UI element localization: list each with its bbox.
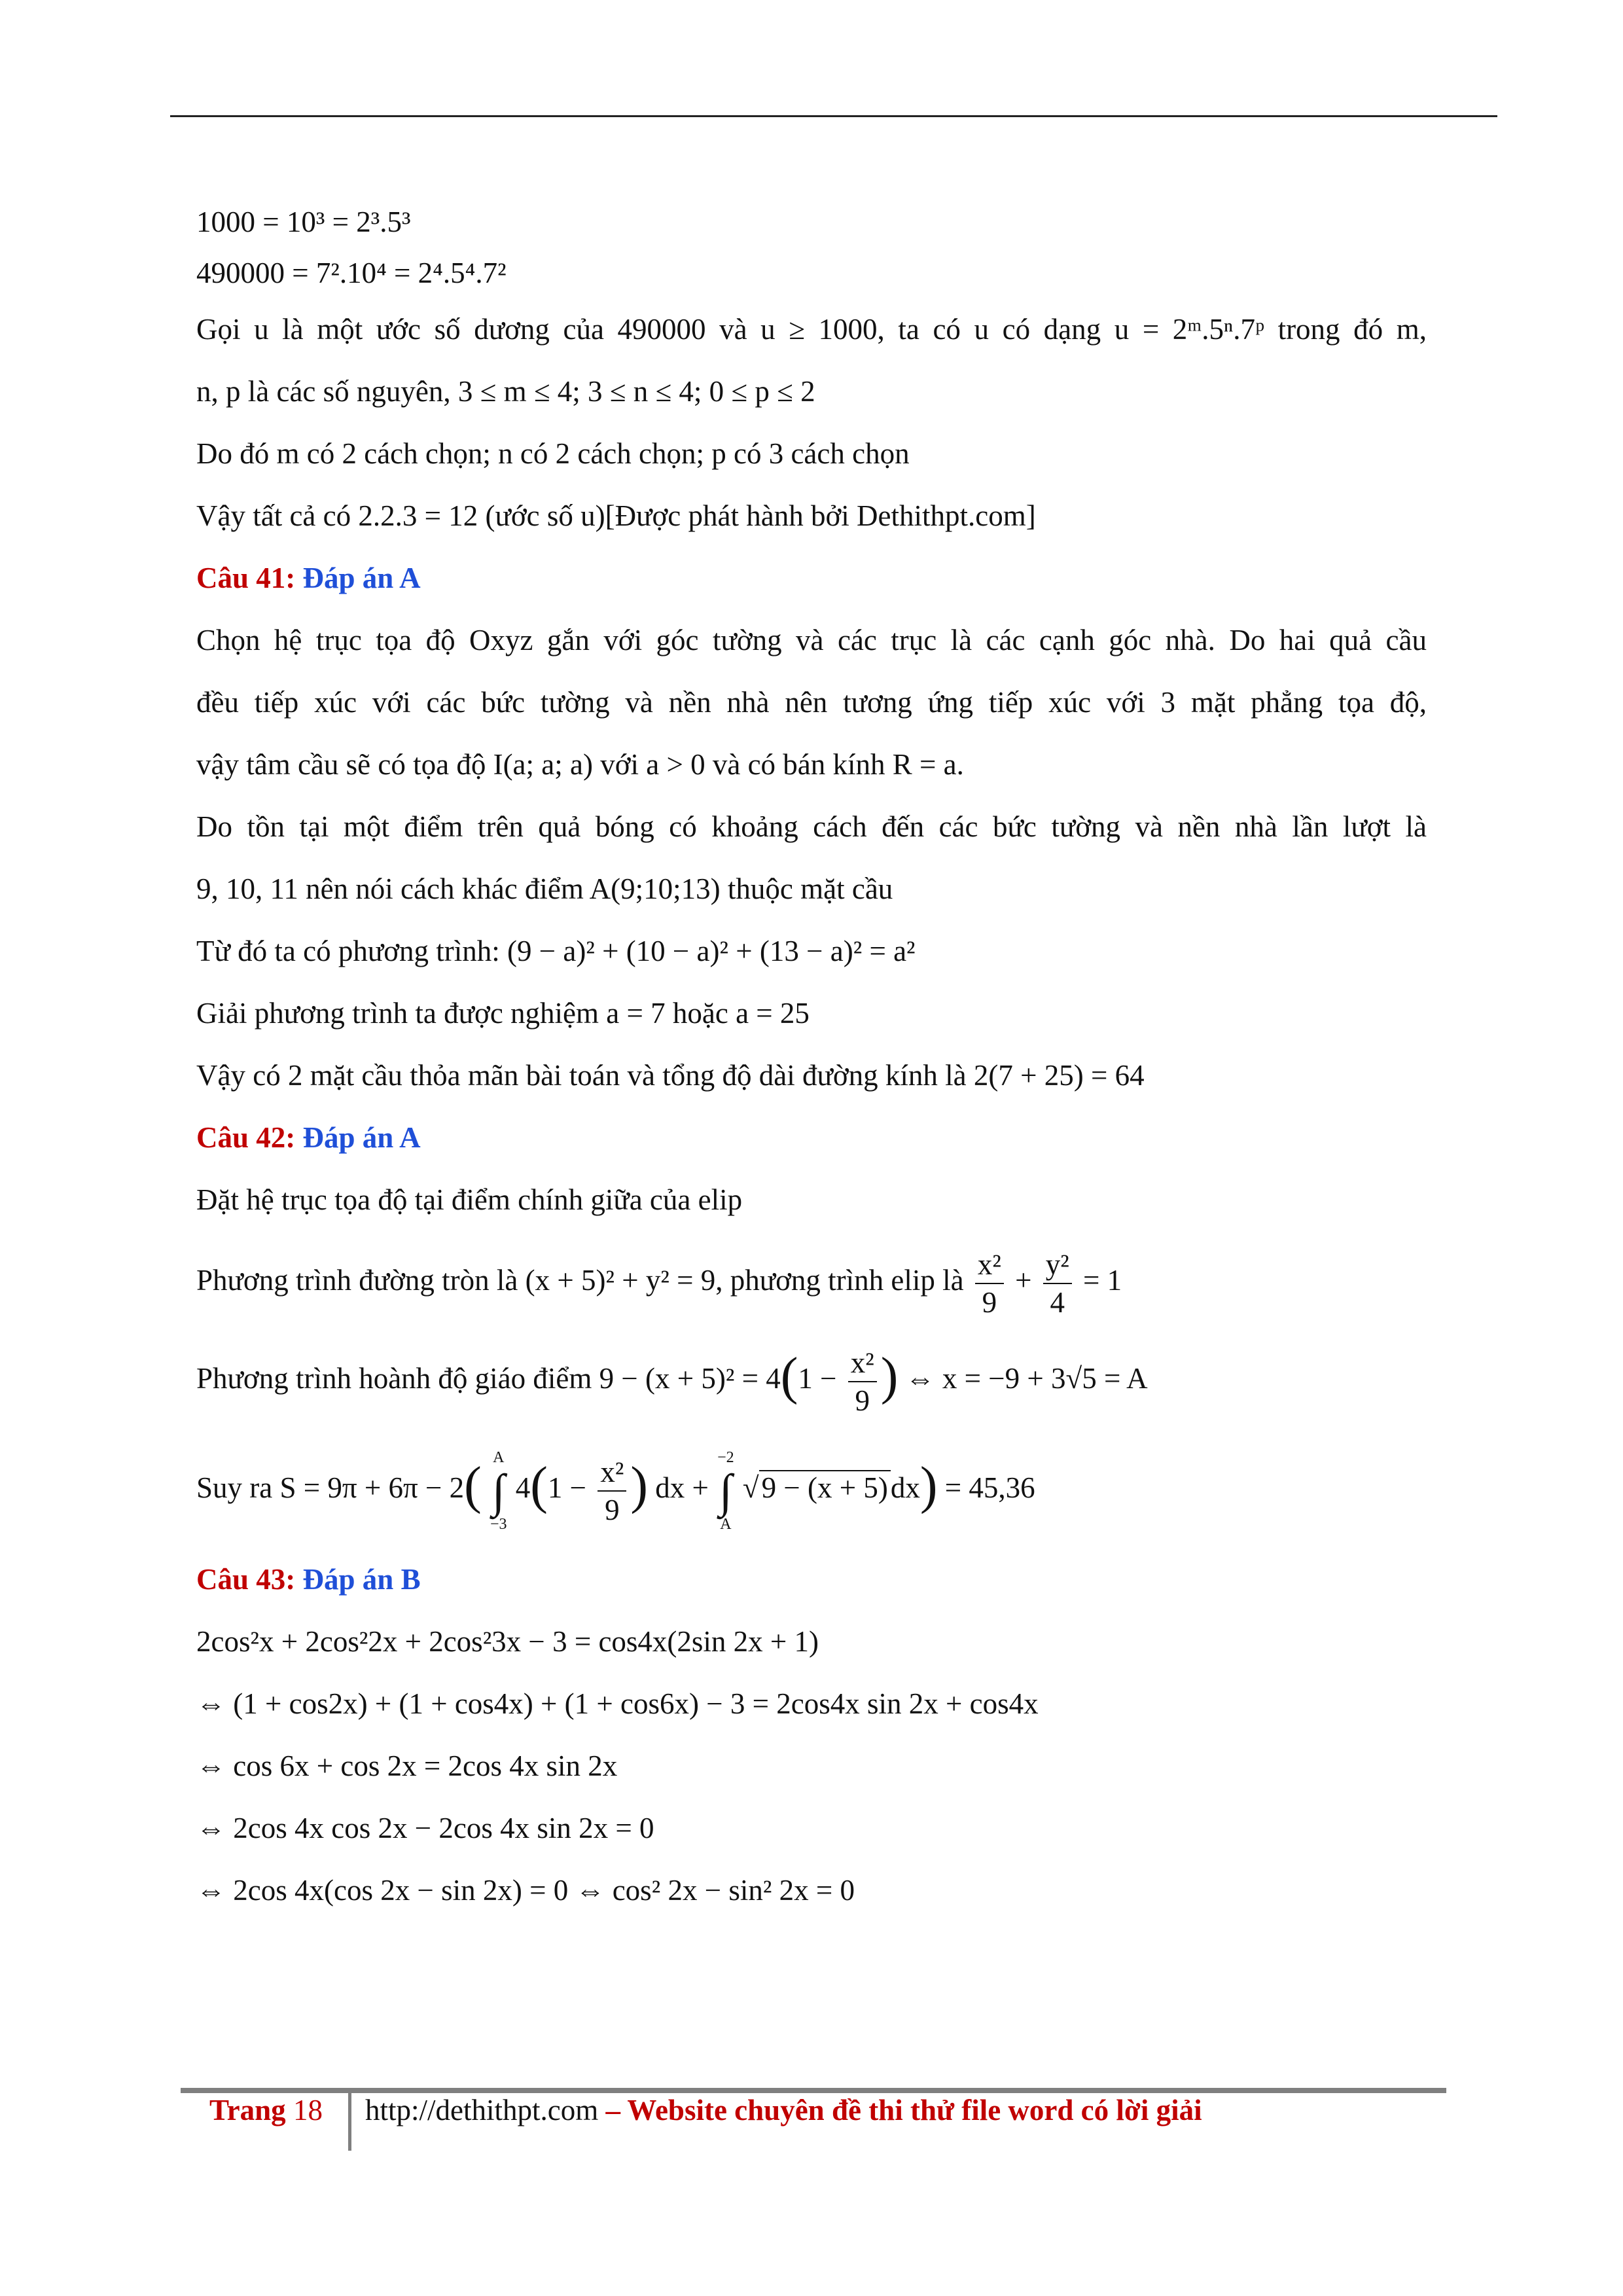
fraction-numerator: x² [848, 1344, 877, 1382]
footer-rule [181, 2088, 1446, 2093]
fraction-denominator: 9 [605, 1493, 620, 1526]
question-label: Câu 42: [196, 1121, 296, 1154]
paragraph-line: Đặt hệ trục tọa độ tại điểm chính giữa của elip [196, 1183, 743, 1216]
question-41-heading [196, 547, 1427, 609]
fraction-denominator: 9 [982, 1285, 997, 1319]
paragraph-line: Chọn hệ trục tọa độ Oxyz gắn với góc tường và các trục là các cạnh góc nhà. Do hai quả cầu [196, 624, 1427, 656]
equation-intersection [196, 1329, 1427, 1427]
integral-2 [717, 1448, 734, 1534]
fraction-denominator: 4 [1050, 1285, 1065, 1319]
footer-separator [348, 2092, 351, 2151]
equation-text: 4 [515, 1471, 531, 1504]
paragraph-line: Giải phương trình ta được nghiệm a = 7 hoặc a = 25 [196, 997, 810, 1030]
lower-limit: A [720, 1515, 732, 1533]
math-line-2: 490000 = 7².10⁴ = 2⁴.5⁴.7² [196, 257, 507, 289]
fraction-x2-9 [975, 1246, 1004, 1321]
equation-text: Phương trình đường tròn là (x + 5)² + y² = 9, phương trình elip là [196, 1264, 964, 1297]
equation-text: ⇔ x = −9 + 3√5 = A [905, 1362, 1148, 1395]
paragraph-line: Từ đó ta có phương trình: (9 − a)² + (10 − a)² + (13 − a)² = a² [196, 935, 916, 967]
question-43-heading [196, 1549, 1427, 1611]
page-number: 18 [293, 2094, 323, 2126]
equation-text: dx + [655, 1471, 709, 1504]
plus-sign: + [1015, 1264, 1032, 1297]
equation-text: Suy ra S = 9π + 6π − 2 [196, 1471, 465, 1504]
fraction-y2-4 [1043, 1246, 1072, 1321]
page-footer [209, 2093, 1202, 2127]
question-label: Câu 41: [196, 562, 296, 594]
paragraph-line: Vậy có 2 mặt cầu thỏa mãn bài toán và tổng độ dài đường kính là 2(7 + 25) = 64 [196, 1059, 1145, 1092]
fraction-x2-9 [848, 1344, 877, 1419]
left-paren: ( [464, 1457, 482, 1515]
equation-text: = 45,36 [944, 1471, 1035, 1504]
fraction-numerator: x² [597, 1454, 626, 1492]
document-body [196, 196, 1427, 1922]
upper-limit: A [493, 1448, 505, 1466]
left-paren: ( [530, 1457, 548, 1515]
paragraph-line: Do tồn tại một điểm trên quả bóng có khoảng cách đến các bức tường và nền nhà lần lượt là [196, 810, 1427, 843]
sqrt-icon: √ [742, 1471, 759, 1504]
equation-text: Phương trình hoành độ giáo điểm 9 − (x + 5)² = 4 [196, 1362, 781, 1395]
math-line: ⇔ (1 + cos2x) + (1 + cos4x) + (1 + cos6x) − 3 = 2cos4x sin 2x + cos4x [196, 1687, 1039, 1720]
fraction-numerator: x² [975, 1246, 1004, 1284]
fraction-numerator: y² [1043, 1246, 1072, 1284]
footer-tagline: – Website chuyên đề thi thử file word có lời giải [605, 2094, 1202, 2126]
upper-limit: −2 [717, 1448, 734, 1466]
right-paren: ) [630, 1457, 648, 1515]
page-label: Trang [209, 2094, 286, 2126]
lower-limit: −3 [490, 1515, 507, 1533]
question-42-heading [196, 1107, 1427, 1169]
question-label: Câu 43: [196, 1563, 296, 1596]
math-line: ⇔ 2cos 4x(cos 2x − sin 2x) = 0 ⇔ cos² 2x − sin² 2x = 0 [196, 1874, 855, 1907]
math-line: 2cos²x + 2cos²2x + 2cos²3x − 3 = cos4x(2sin 2x + 1) [196, 1625, 819, 1658]
answer-label: Đáp án A [302, 1121, 421, 1154]
integral-icon: ∫ [491, 1464, 505, 1517]
equation-text: dx [890, 1471, 920, 1504]
answer-label: Đáp án A [302, 562, 421, 594]
left-paren: ( [780, 1348, 798, 1405]
paragraph-line: vậy tâm cầu sẽ có tọa độ I(a; a; a) với a > 0 và có bán kính R = a. [196, 748, 964, 781]
header-rule [170, 115, 1497, 117]
footer-url-link[interactable]: http://dethithpt.com [365, 2094, 599, 2126]
equation-text: = 1 [1082, 1264, 1122, 1297]
footer-link-group [365, 2093, 1202, 2127]
paragraph-line: đều tiếp xúc với các bức tường và nền nhà nên tương ứng tiếp xúc với 3 mặt phẳng tọa độ, [196, 686, 1427, 719]
paragraph-line: Do đó m có 2 cách chọn; n có 2 cách chọn; p có 3 cách chọn [196, 437, 910, 470]
equation-text: 1 − [547, 1471, 587, 1504]
paragraph-line: n, p là các số nguyên, 3 ≤ m ≤ 4; 3 ≤ n ≤ 4; 0 ≤ p ≤ 2 [196, 375, 815, 408]
right-paren: ) [919, 1457, 938, 1515]
math-line: ⇔ 2cos 4x cos 2x − 2cos 4x sin 2x = 0 [196, 1812, 654, 1844]
paragraph-line: Vậy tất cả có 2.2.3 = 12 (ước số u)[Được phát hành bởi Dethithpt.com] [196, 499, 1036, 532]
math-line-1: 1000 = 10³ = 2³.5³ [196, 206, 411, 238]
paragraph-line: Gọi u là một ước số dương của 490000 và u ≥ 1000, ta có u có dạng u = 2ᵐ.5ⁿ.7ᵖ trong đó m, [196, 313, 1427, 346]
math-line: ⇔ cos 6x + cos 2x = 2cos 4x sin 2x [196, 1749, 618, 1782]
equation-circle-ellipse [196, 1231, 1427, 1329]
answer-label: Đáp án B [302, 1563, 421, 1596]
paragraph-line: 9, 10, 11 nên nói cách khác điểm A(9;10;13) thuộc mặt cầu [196, 872, 893, 905]
equation-area [196, 1427, 1427, 1549]
fraction-x2-9 [597, 1454, 626, 1528]
equation-text: 1 − [798, 1362, 837, 1395]
sqrt-radicand: 9 − (x + 5) [759, 1470, 891, 1504]
integral-icon: ∫ [719, 1464, 732, 1517]
integral-1 [490, 1448, 507, 1534]
right-paren: ) [880, 1348, 899, 1405]
fraction-denominator: 9 [855, 1384, 870, 1417]
